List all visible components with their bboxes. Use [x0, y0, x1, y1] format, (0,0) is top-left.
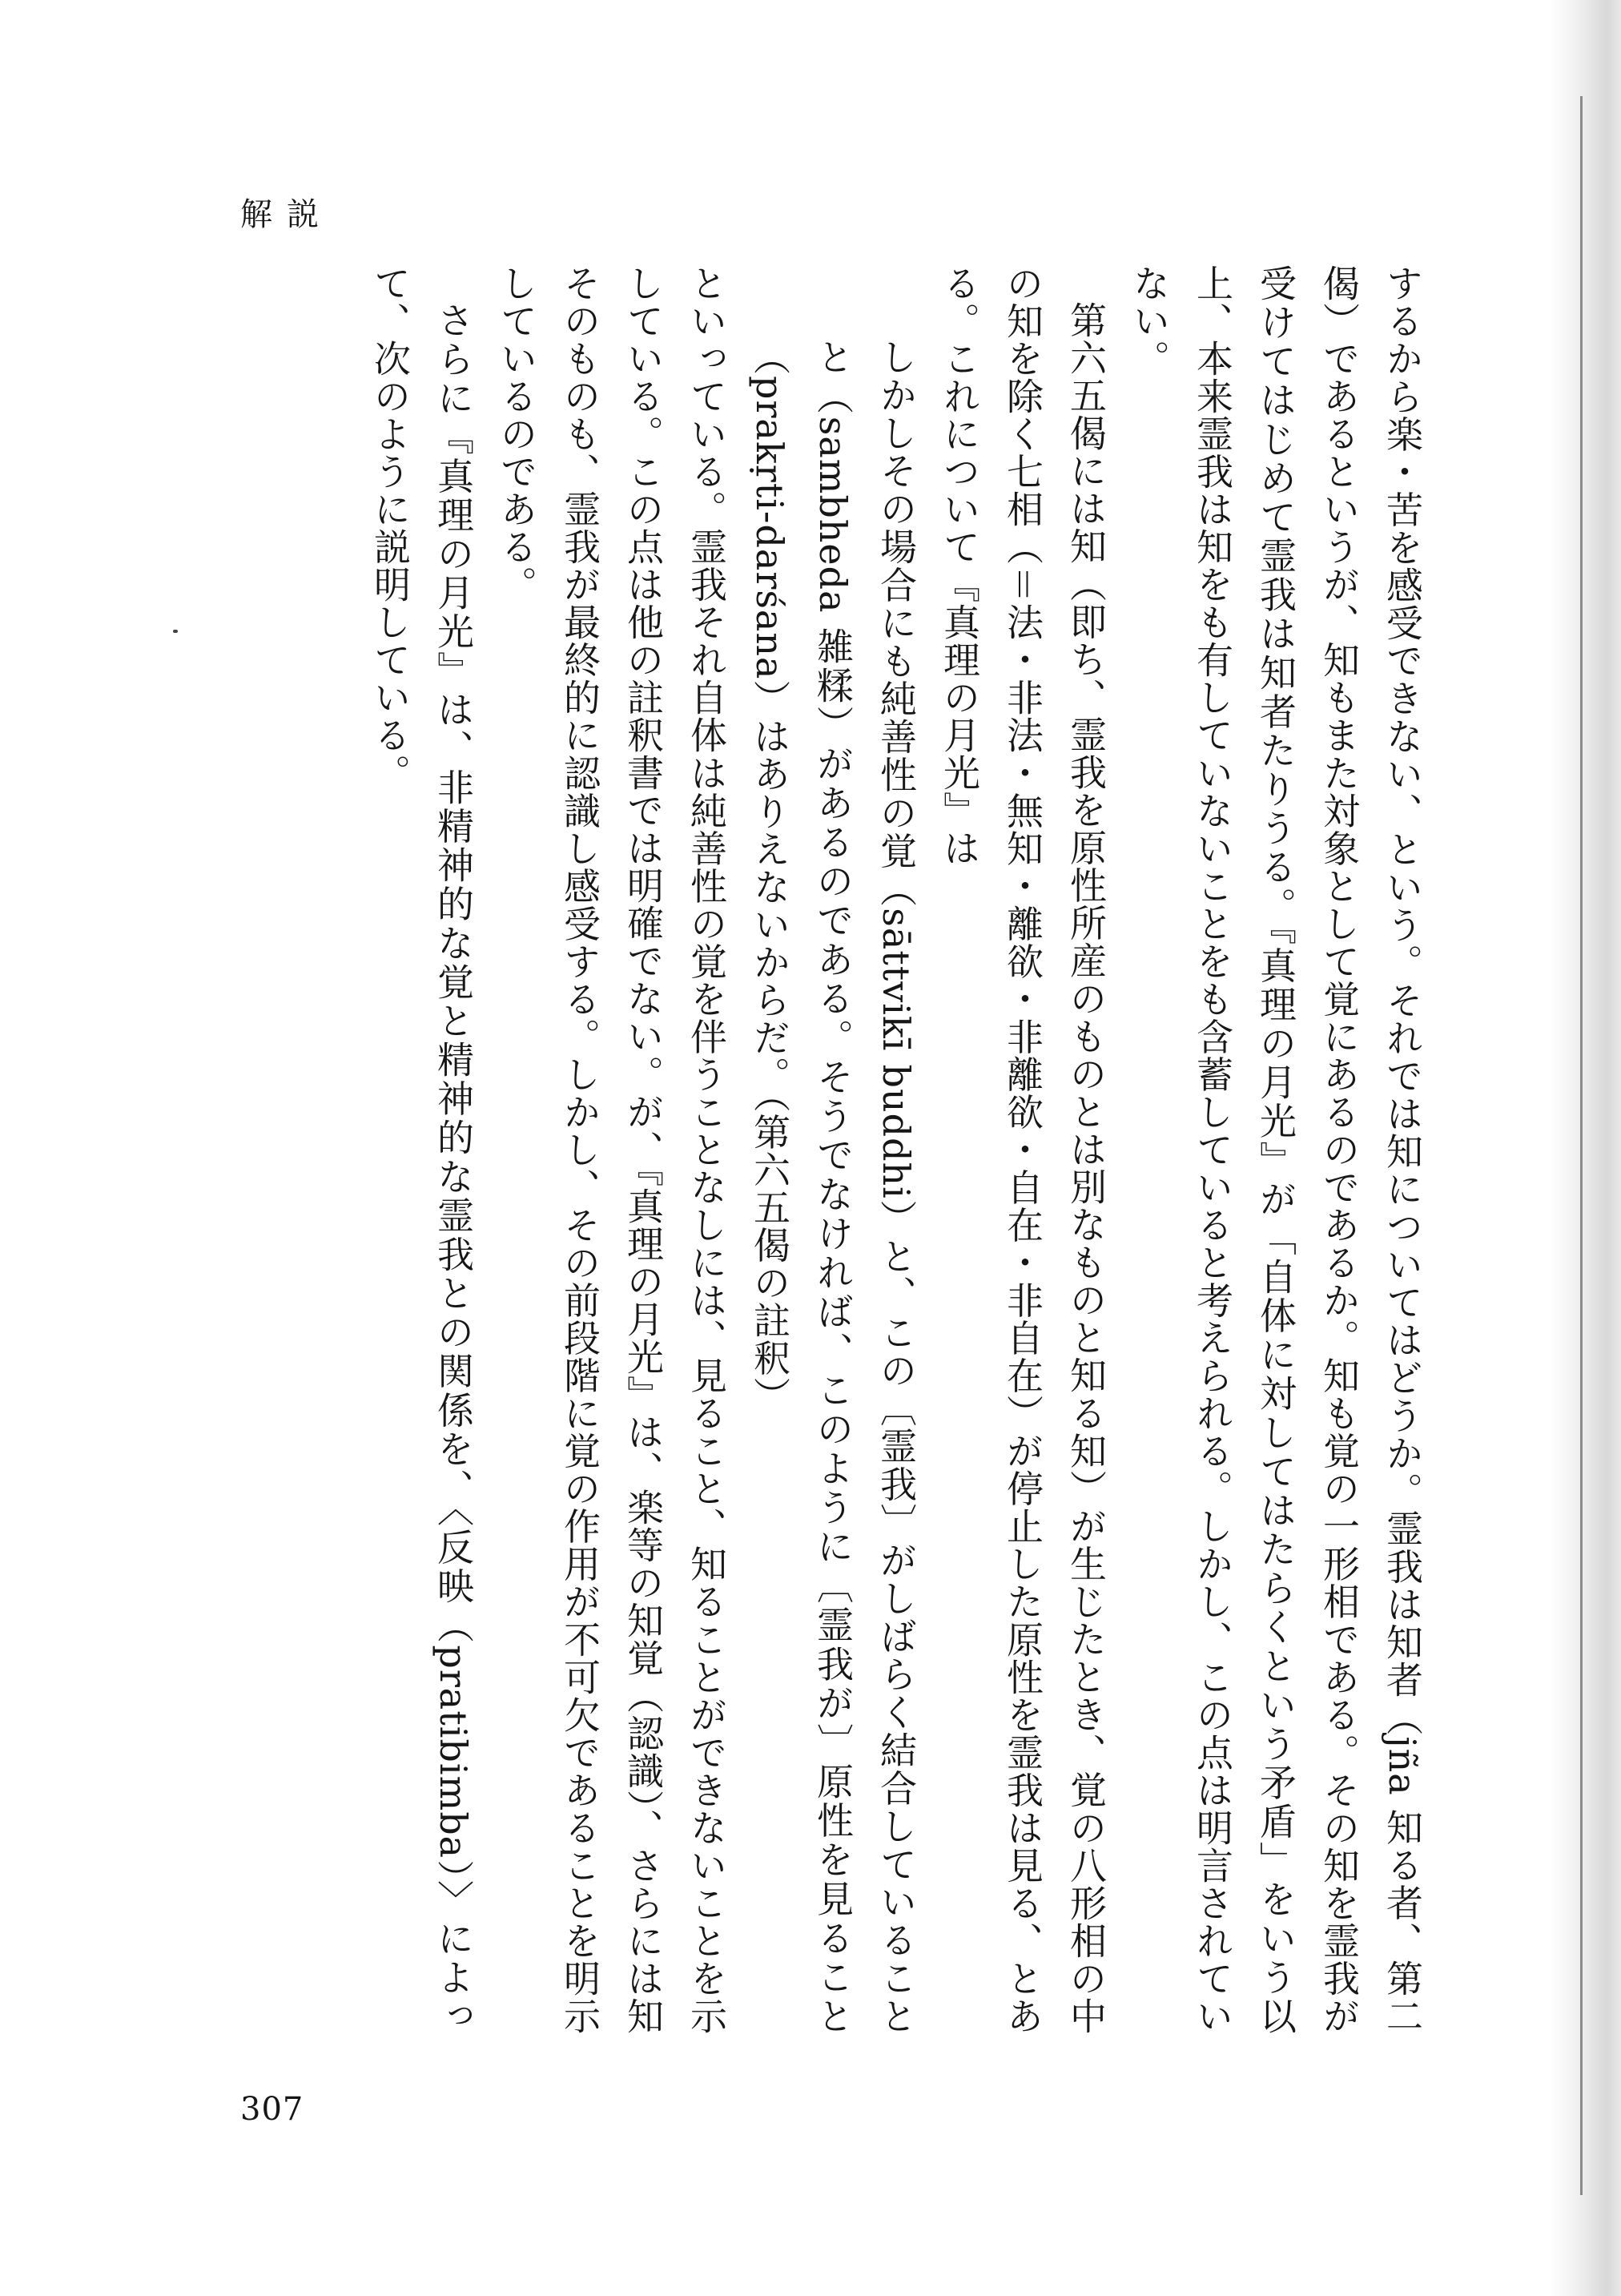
paragraph-1: するから楽・苦を感受できない、という。それでは知についてはどうか。霊我は知者（jña 知る者、第二偈）であるというが、知もまた対象として覚にあるのであるか。知も覚の一形相である。その知を霊我が受けてはじめて霊我は知者たりうる。『真理の月光』が「自体に対してはたらくという矛盾」をいう以上、本来霊我は知をも有していないことをも含蓄していると考えられる。しかし、この点は明言されていない。	[1128, 264, 1424, 2035]
paragraph-2: 第六五偈には知（即ち、霊我を原性所産のものとは別なものと知る知）が生じたとき、覚の八形相の中の知を除く七相（＝法・非法・無知・離欲・非離欲・自在・非自在）が停止した原性を霊我は見る、とある。これについて『真理の月光』は	[938, 264, 1108, 2035]
page-edge-rule	[1580, 96, 1583, 2195]
page-number: 307	[240, 2091, 304, 2128]
stray-ink-mark	[173, 630, 178, 633]
paragraph-3: といっている。霊我それ自体は純善性の覚を伴うことなしには、見ること、知ることができないことを示している。この点は他の註釈書では明確でない。が、『真理の月光』は、楽等の知覚（認識）、さらには知そのものも、霊我が最終的に認識し感受する。しかし、その前段階に覚の作用が不可欠であることを明示しているのである。	[495, 264, 728, 2035]
running-head: 解説	[240, 196, 333, 233]
body-text	[232, 264, 1434, 2035]
block-quote: しかしその場合にも純善性の覚（sāttvikī buddhi）と、この〔霊我〕がしばらく結合していることと（sambheda 雑糅）があるのである。そうでなければ、このように〔霊我が〕原性を見ること（prakṛti-darśana）はありえないからだ。（第六五偈の註釈）	[748, 338, 918, 2035]
paragraph-4: さらに『真理の月光』は、非精神的な覚と精神的な霊我との関係を、〈反映（pratibimba）〉によって、次のように説明している。	[368, 264, 475, 2035]
page-edge-shadow	[1549, 0, 1621, 2296]
